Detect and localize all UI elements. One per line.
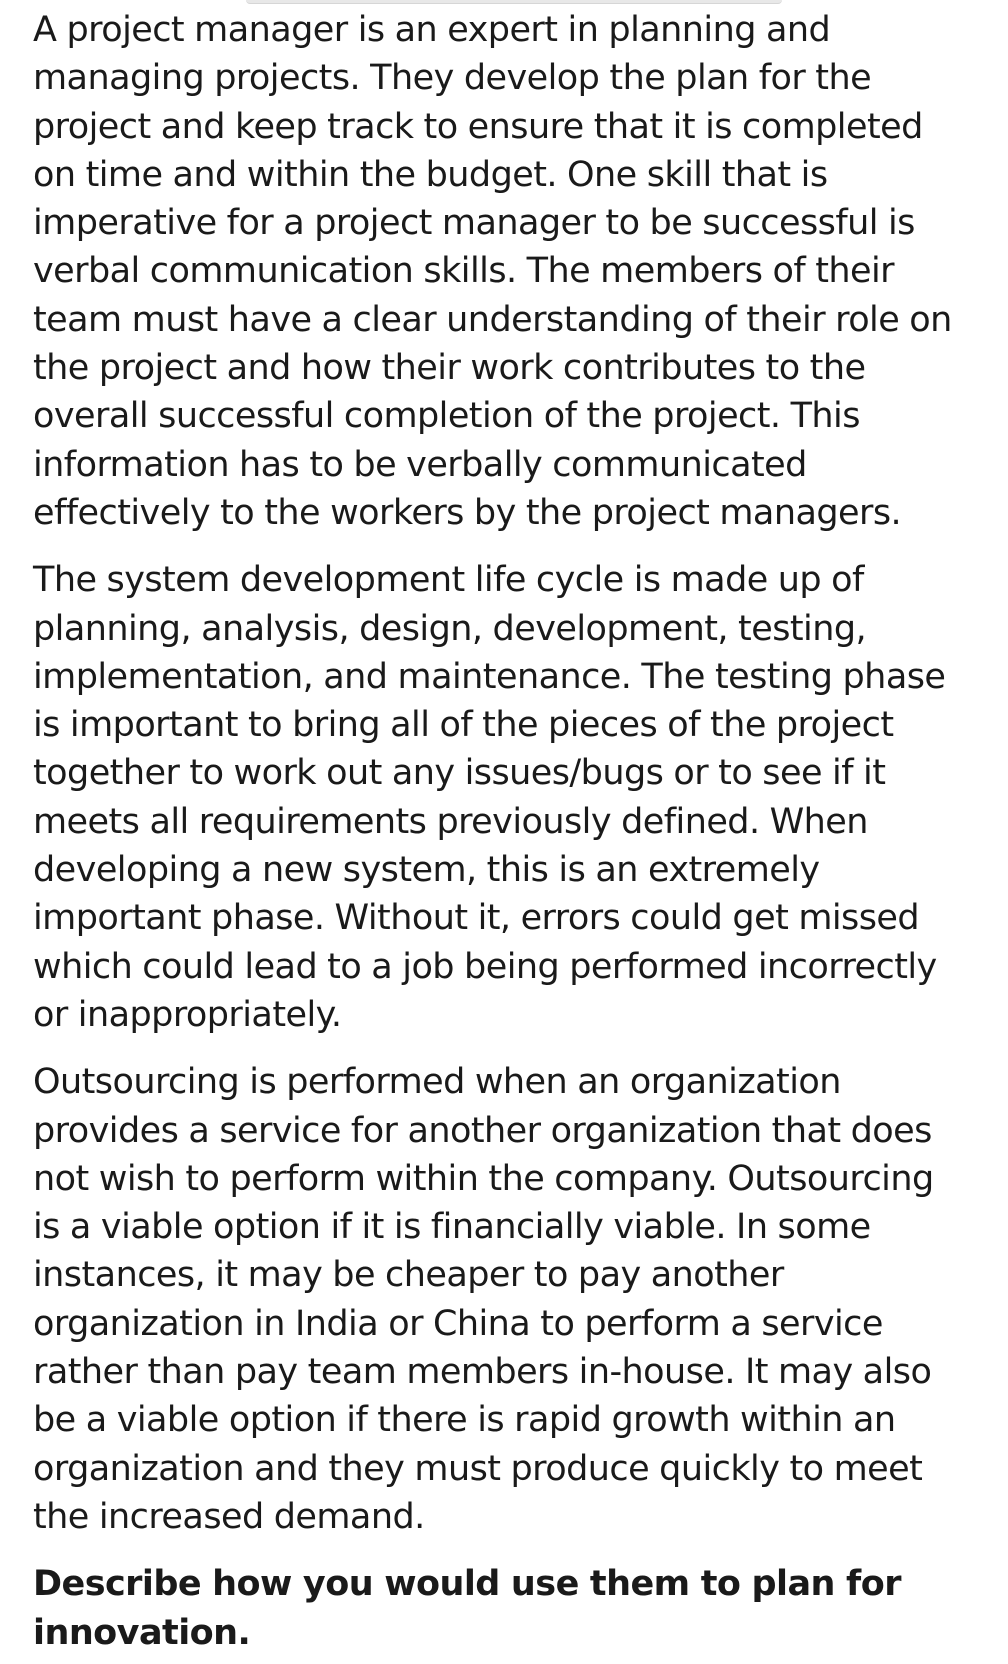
- paragraph-sdlc: The system development life cycle is made up of planning, analysis, design, development, testing, implementation, and maintenance. The testing phase is important to bring all of the pieces of the project together to work out any issues/bugs or to see if it meets all requirements previously defined. When developing a new system, this is an extremely important phase. Without it, errors could get missed which could lead to a job being performed incorrectly or inappropriately.: [33, 560, 946, 1035]
- paragraph-outsourcing: Outsourcing is performed when an organization provides a service for another organization that does not wish to perform within the company. Outsourcing is a viable option if it is financially viable. In some instances, it may be cheaper to pay another organization in India or China to perform a service rather than pay team members in-house. It may also be a viable option if there is rapid growth within an organization and they must produce quickly to meet the increased demand.: [33, 1062, 934, 1537]
- paragraph-project-manager: A project manager is an expert in planning and managing projects. They develop the plan for the project and keep track to ensure that it is completed on time and within the budget. One skill that is imperative for a project manager to be successful is verbal communication skills. The members of their team must have a clear understanding of their role on the project and how their work contributes to the overall successful completion of the project. This information has to be verbally communicated effectively to the workers by the project managers.: [33, 10, 952, 533]
- top-tab-edge: [246, 0, 782, 4]
- document-content: [33, 6, 1001, 1657]
- question-prompt: Describe how you would use them to plan for innovation.: [33, 1564, 901, 1653]
